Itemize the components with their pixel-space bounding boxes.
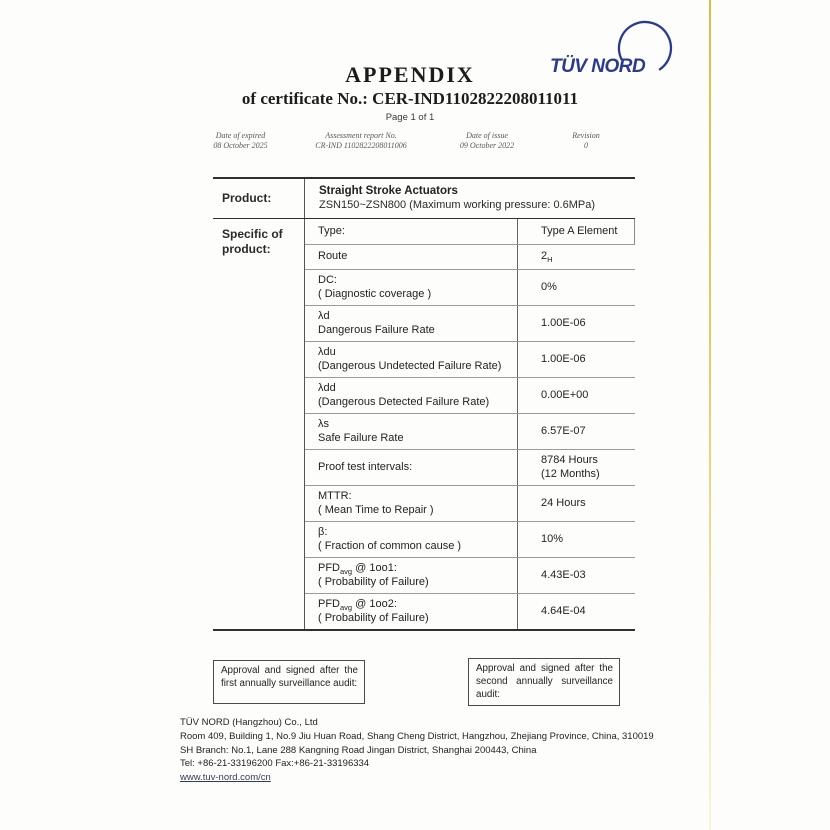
page-title: APPENDIX (345, 62, 475, 87)
table-row (305, 413, 635, 449)
parameter-name-line2: (Dangerous Detected Failure Rate) (318, 395, 490, 408)
certificate-number-line: of certificate No.: CER-IND1102822208011011 (241, 89, 579, 108)
parameter-name-text: PFD (318, 562, 340, 574)
footer-phone-fax: Tel: +86-21-33196200 Fax:+86-21-33196334 (180, 758, 370, 770)
parameter-value (541, 317, 635, 331)
document-header (180, 62, 640, 123)
parameter-value-text: 4.43E-03 (541, 568, 586, 581)
parameter-name-line2: ( Fraction of common cause ) (318, 539, 462, 552)
parameter-name (318, 274, 512, 288)
product-name: Straight Stroke Actuators (319, 185, 458, 197)
parameter-name (318, 346, 512, 360)
parameter-value-cell (518, 219, 635, 244)
parameter-name (318, 562, 512, 576)
parameter-name-cell (305, 522, 518, 557)
parameter-name-text: DC: (318, 274, 337, 286)
parameter-name-line2: ( Mean Time to Repair ) (318, 503, 434, 516)
table-row (305, 521, 635, 557)
parameter-name-cell (305, 245, 518, 269)
specification-table (213, 177, 635, 631)
parameter-name-line2: (Dangerous Undetected Failure Rate) (318, 359, 502, 372)
parameter-value-text: Type A Element (541, 224, 618, 237)
parameter-value-line2: (12 Months) (541, 467, 600, 480)
parameter-name-cell (305, 558, 518, 593)
parameter-name-text: λdu (318, 346, 336, 358)
parameter-value-text: 10% (541, 532, 564, 545)
parameter-value-text: 4.64E-04 (541, 604, 586, 617)
parameter-value-cell (518, 450, 635, 485)
parameter-name-cell (305, 414, 518, 449)
specific-of-product-label: Specific of product: (213, 219, 305, 629)
parameter-value-text: 1.00E-06 (541, 352, 586, 365)
parameter-name-text: Proof test intervals: (318, 460, 413, 473)
parameter-name-text: Route (318, 250, 348, 263)
parameter-name (318, 598, 512, 612)
page-edge-line (709, 0, 711, 830)
parameter-value-text: 24 Hours (541, 496, 586, 509)
table-row (305, 341, 635, 377)
meta-label: Revision (572, 131, 600, 140)
parameter-value (541, 225, 634, 239)
approval-box-second-audit: Approval and signed after the second annually surveillance audit: (468, 658, 620, 706)
footer-address-1: Room 409, Building 1, No.9 Jiu Huan Road, Shang Cheng District, Hangzhou, Zhejiang Province, China, 310019 (180, 730, 654, 742)
parameter-value (541, 353, 635, 367)
parameter-value-cell (518, 558, 635, 593)
parameter-name (318, 310, 512, 324)
parameter-value (541, 454, 635, 468)
parameter-value-cell (518, 486, 635, 521)
parameter-name-line2: ( Probability of Failure) (318, 611, 429, 624)
parameter-name-cell (305, 306, 518, 341)
parameter-value (541, 497, 635, 511)
meta-value: 0 (584, 140, 588, 150)
parameter-name-text: λdd (318, 382, 336, 394)
parameter-name (318, 250, 512, 264)
table-row (305, 557, 635, 593)
table-row (305, 244, 635, 269)
parameter-name-text: β: (318, 526, 328, 538)
parameter-value-text: 2 (541, 250, 548, 263)
parameter-value-text: 1.00E-06 (541, 316, 586, 329)
parameter-value (541, 281, 635, 295)
table-row (305, 305, 635, 341)
footer-company: TÜV NORD (Hangzhou) Co., Ltd (180, 717, 318, 728)
parameter-name-cell (305, 342, 518, 377)
parameter-value-cell (518, 414, 635, 449)
parameter-value (541, 389, 635, 403)
parameter-name-text: Type: (318, 224, 345, 237)
parameter-value-cell (518, 522, 635, 557)
parameter-name (318, 225, 512, 239)
parameter-name-line2: Safe Failure Rate (318, 431, 404, 444)
parameter-value-text: 0.00E+00 (541, 388, 589, 401)
meta-assessment-report-no (296, 131, 426, 150)
parameter-name-subscript: avg (340, 567, 353, 577)
parameter-name-cell (305, 450, 518, 485)
parameter-name (318, 382, 512, 396)
parameter-value-cell (518, 594, 635, 629)
product-label: Product: (213, 179, 305, 218)
parameter-name-suffix: @ 1oo2: (352, 598, 397, 610)
meta-label: Date of expired (215, 131, 266, 140)
table-row (305, 485, 635, 521)
parameter-name-text: MTTR: (318, 490, 352, 502)
parameter-value (541, 425, 635, 439)
parameter-value-cell (518, 270, 635, 305)
parameter-name (318, 490, 512, 504)
parameter-value-cell (518, 245, 635, 269)
footer-address-2: SH Branch: No.1, Lane 288 Kangning Road Jingan District, Shanghai 200443, China (180, 744, 537, 756)
table-row (305, 593, 635, 629)
parameter-name (318, 461, 512, 475)
parameter-value (541, 250, 635, 264)
parameter-name-line2: ( Diagnostic coverage ) (318, 287, 432, 300)
table-row (305, 219, 635, 244)
parameter-name-cell (305, 594, 518, 629)
footer-website-link: www.tuv-nord.com/cn (180, 772, 271, 784)
meta-label: Date of issue (466, 131, 508, 140)
parameter-value-cell (518, 342, 635, 377)
approval-box-first-audit: Approval and signed after the first annually surveillance audit: (213, 660, 365, 704)
parameter-value-subscript: H (547, 255, 553, 265)
meta-value: CR-IND 1102822208011006 (315, 140, 407, 150)
parameter-rows (305, 219, 635, 629)
parameter-name-line2: Dangerous Failure Rate (318, 323, 435, 336)
parameter-value-text: 0% (541, 280, 557, 293)
parameter-name-cell (305, 486, 518, 521)
table-row (305, 269, 635, 305)
parameter-name-line2: ( Probability of Failure) (318, 575, 429, 588)
meta-revision (556, 131, 616, 150)
parameter-value-cell (518, 306, 635, 341)
parameter-name-cell (305, 270, 518, 305)
product-row (213, 179, 635, 219)
page-number: Page 1 of 1 (385, 112, 435, 123)
parameter-name-cell (305, 378, 518, 413)
meta-value: 09 October 2022 (459, 140, 515, 150)
footer (180, 716, 654, 785)
specific-of-product-row (213, 219, 635, 629)
logo-text: TÜV NORD (550, 56, 646, 77)
parameter-name-text: λd (318, 310, 330, 322)
parameter-value (541, 569, 635, 583)
parameter-name-cell (305, 219, 518, 244)
meta-date-of-issue (437, 131, 537, 150)
parameter-name (318, 418, 512, 432)
parameter-value-text: 8784 Hours (541, 454, 598, 466)
meta-date-of-expired (193, 131, 288, 150)
parameter-name-suffix: @ 1oo1: (352, 562, 397, 574)
parameter-value (541, 605, 635, 619)
parameter-name (318, 526, 512, 540)
parameter-value (541, 533, 635, 547)
product-description: ZSN150~ZSN800 (Maximum working pressure: 0.6MPa) (319, 199, 596, 211)
parameter-value-cell (518, 378, 635, 413)
meta-value: 08 October 2025 (213, 140, 268, 150)
parameter-name-text: PFD (318, 598, 340, 610)
parameter-name-text: λs (318, 418, 329, 430)
parameter-name-subscript: avg (340, 603, 353, 613)
parameter-value-text: 6.57E-07 (541, 424, 586, 437)
product-cell (305, 179, 635, 218)
meta-label: Assessment report No. (325, 131, 397, 140)
table-row (305, 449, 635, 485)
table-row (305, 377, 635, 413)
